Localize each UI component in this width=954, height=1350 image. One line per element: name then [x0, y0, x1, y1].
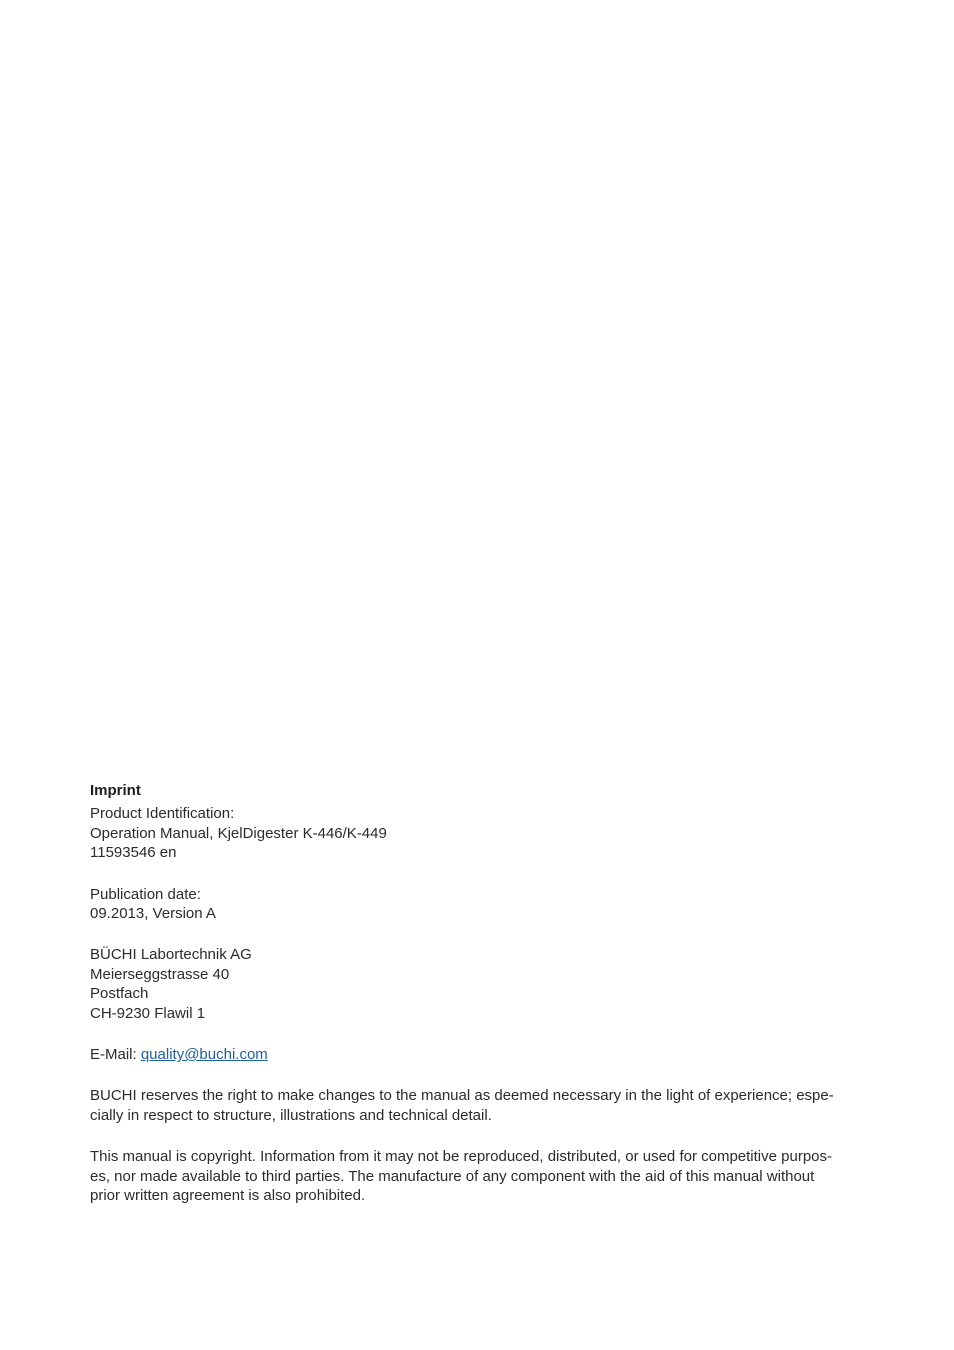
disclaimer-line-1: BUCHI reserves the right to make changes to the manual as deemed necessary in the light of experience; espe- [90, 1087, 834, 1105]
publication-date [90, 885, 912, 924]
disclaimer-paragraph [90, 1086, 912, 1125]
imprint-section [90, 781, 912, 1228]
publication-date-label: Publication date: [90, 885, 201, 903]
street-address: Meierseggstrasse 40 [90, 965, 230, 983]
po-box: Postfach [90, 985, 149, 1003]
product-identification-label: Product Identification: [90, 805, 235, 823]
email-label: E-Mail: [90, 1046, 141, 1064]
imprint-heading: Imprint [90, 782, 141, 799]
email-link[interactable]: quality@buchi.com [140, 1046, 268, 1064]
copyright-line-3: prior written agreement is also prohibited. [90, 1187, 366, 1205]
product-identification [90, 804, 912, 862]
document-number: 11593546 en [90, 844, 177, 862]
copyright-line-2: es, nor made available to third parties. The manufacture of any component with the aid of this manual without [90, 1167, 815, 1185]
publication-date-value: 09.2013, Version A [90, 905, 216, 923]
city: CH-9230 Flawil 1 [90, 1004, 206, 1022]
email-line [90, 1045, 912, 1064]
manual-title: Operation Manual, KjelDigester K-446/K-449 [90, 824, 387, 842]
company-name: BÜCHI Labortechnik AG [90, 946, 252, 964]
copyright-paragraph [90, 1147, 912, 1205]
disclaimer-line-2: cially in respect to structure, illustrations and technical detail. [90, 1106, 492, 1124]
company-address [90, 945, 912, 1023]
copyright-line-1: This manual is copyright. Information from it may not be reproduced, distributed, or used for competitive purpos- [90, 1148, 833, 1166]
